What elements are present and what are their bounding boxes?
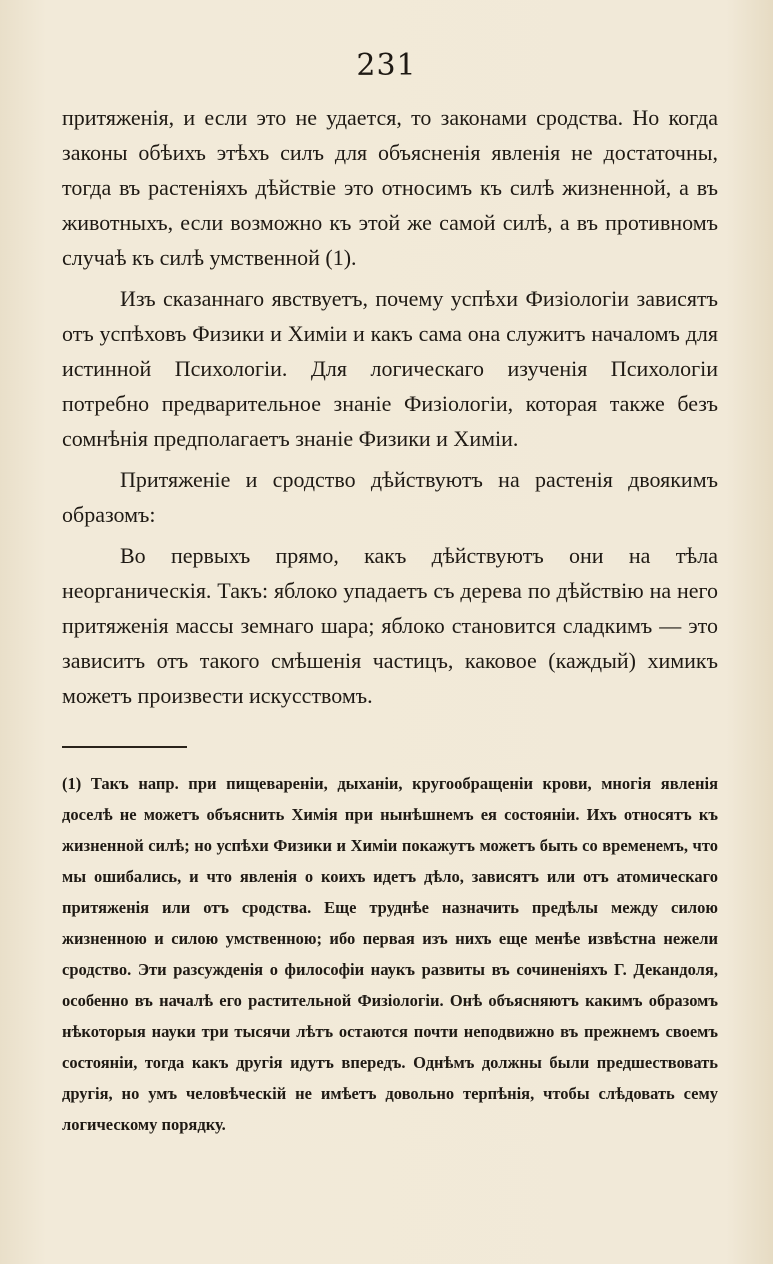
footnote-text: (1) Такъ напр. при пищевареніи, дыханіи, кругообращеніи крови, многія явленія доселѣ не можетъ объяснить Химія при нынѣшнемъ ея состояніи. Ихъ относятъ къ жизненной силѣ; но успѣхи Физики и Химіи покажутъ можетъ быть со временемъ, что мы ошибались, и что явленія о коихъ идетъ дѣло, зависятъ или отъ атомическаго притяженія или отъ сродства. Еще труднѣе назначить предѣлы между силою жизненною и силою умственною; ибо первая изъ нихъ еще менѣе извѣстна нежели сродство. Эти разсужденія о философіи наукъ развиты въ сочиненіяхъ Г. Декандоля, особенно въ началѣ его растительной Физіологіи. Онѣ объясняютъ какимъ образомъ нѣкоторыя науки три тысячи лѣтъ остаются почти неподвижно въ прежнемъ своемъ состояніи, тогда какъ другія идутъ впередъ. Однѣмъ должны были предшествовать другія, но умъ человѣческій не имѣетъ довольно терпѣнія, чтобы слѣдовать сему логическому порядку. bbox=[62, 774, 718, 1134]
footnote bbox=[62, 768, 718, 1140]
paragraph-4: Во первыхъ прямо, какъ дѣйствуютъ они на тѣла неорганическія. Такъ: яблоко упадаетъ съ дерева по дѣйствію на него притяженія массы земнаго шара; яблоко становится сладкимъ — это зависитъ отъ такого смѣшенія частицъ, каковое (каждый) химикъ можетъ произвести искусствомъ. bbox=[62, 543, 718, 708]
footnote-divider bbox=[62, 746, 187, 748]
paragraph-2: Изъ сказаннаго явствуетъ, почему успѣхи Физіологіи зависятъ отъ успѣховъ Физики и Химіи и какъ сама она служитъ началомъ для истинной Психологіи. Для логическаго изученія Психологіи потребно предварительное знаніе Физіологіи, которая также безъ сомнѣнія предполагаетъ знаніе Физики и Химіи. bbox=[62, 286, 718, 451]
main-text bbox=[62, 100, 718, 713]
paragraph-3: Притяженіе и сродство дѣйствуютъ на растенія двоякимъ образомъ: bbox=[62, 467, 718, 527]
paragraph-1: притяженія, и если это не удается, то законами сродства. Но когда законы обѣихъ этѣхъ силъ для объясненія явленія не достаточны, тогда въ растеніяхъ дѣйствіе это относимъ къ силѣ жизненной, а въ животныхъ, если возможно къ этой же самой силѣ, а въ противномъ случаѣ къ силѣ умственной (1). bbox=[62, 105, 718, 270]
page-number: 231 bbox=[356, 48, 417, 83]
